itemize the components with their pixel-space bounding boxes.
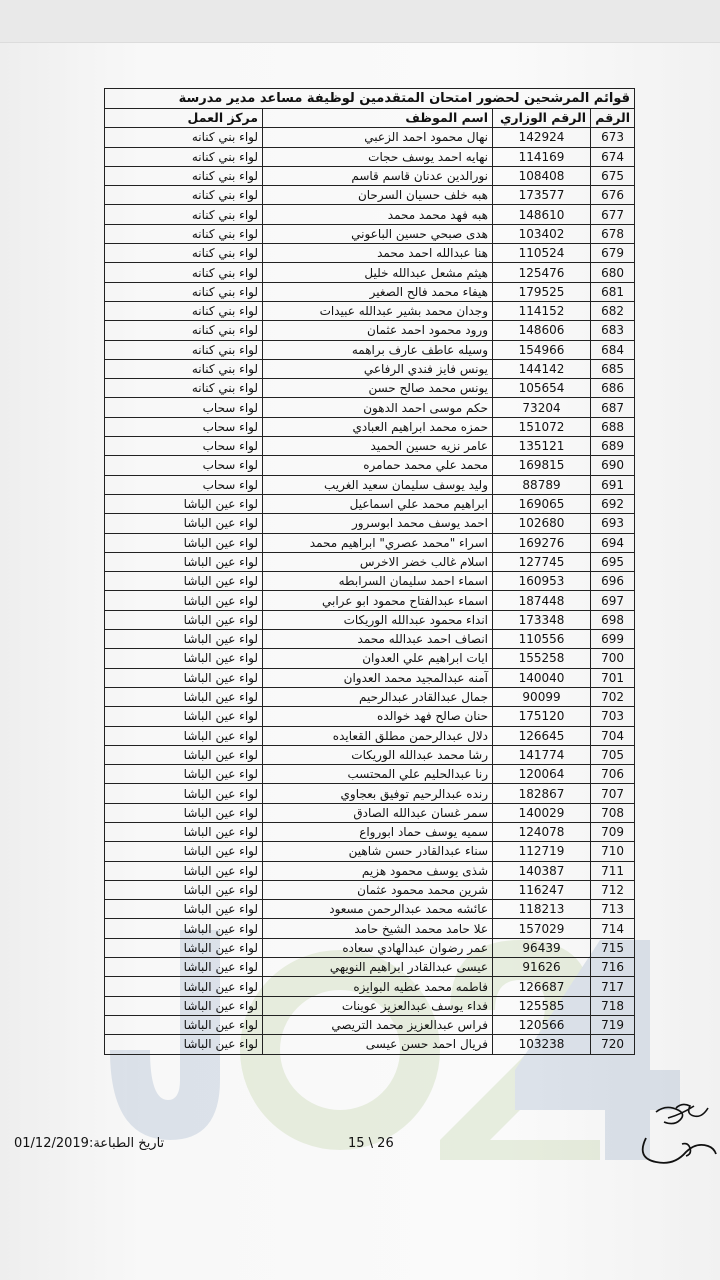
table-row	[105, 745, 635, 764]
employee-name: اسلام غالب خضر الاخرس	[263, 552, 493, 571]
employee-name: اسماء عبدالفتاح محمود ابو عرابي	[263, 591, 493, 610]
employee-name: هنا عبدالله احمد محمد	[263, 244, 493, 263]
work-center: لواء بني كنانه	[105, 263, 263, 282]
national-id: 91626	[493, 958, 591, 977]
table-row	[105, 958, 635, 977]
national-id: 103238	[493, 1035, 591, 1054]
row-number: 678	[591, 224, 635, 243]
row-number: 712	[591, 880, 635, 899]
row-number: 709	[591, 822, 635, 841]
work-center: لواء عين الباشا	[105, 687, 263, 706]
table-row	[105, 591, 635, 610]
national-id: 151072	[493, 417, 591, 436]
national-id: 108408	[493, 166, 591, 185]
national-id: 124078	[493, 822, 591, 841]
national-id: 112719	[493, 842, 591, 861]
table-row	[105, 224, 635, 243]
table-row	[105, 398, 635, 417]
employee-name: شرين محمد محمود عثمان	[263, 880, 493, 899]
national-id: 155258	[493, 649, 591, 668]
employee-name: فريال احمد حسن عيسى	[263, 1035, 493, 1054]
table-row	[105, 359, 635, 378]
work-center: لواء عين الباشا	[105, 900, 263, 919]
work-center: لواء بني كنانه	[105, 224, 263, 243]
candidates-table	[104, 88, 635, 1055]
employee-name: سناء عبدالقادر حسن شاهين	[263, 842, 493, 861]
handwritten-signature	[628, 1098, 720, 1170]
national-id: 140029	[493, 803, 591, 822]
row-number: 710	[591, 842, 635, 861]
row-number: 683	[591, 321, 635, 340]
table-row	[105, 437, 635, 456]
table-row	[105, 186, 635, 205]
work-center: لواء بني كنانه	[105, 321, 263, 340]
table-row	[105, 803, 635, 822]
work-center: لواء عين الباشا	[105, 765, 263, 784]
row-number: 697	[591, 591, 635, 610]
row-number: 673	[591, 128, 635, 147]
national-id: 160953	[493, 572, 591, 591]
work-center: لواء عين الباشا	[105, 552, 263, 571]
work-center: لواء سحاب	[105, 475, 263, 494]
row-number: 677	[591, 205, 635, 224]
employee-name: انصاف احمد عبدالله محمد	[263, 630, 493, 649]
table-row	[105, 1035, 635, 1054]
employee-name: اسماء احمد سليمان السرابطه	[263, 572, 493, 591]
work-center: لواء عين الباشا	[105, 938, 263, 957]
work-center: لواء عين الباشا	[105, 996, 263, 1015]
work-center: لواء عين الباشا	[105, 822, 263, 841]
national-id: 120566	[493, 1015, 591, 1034]
employee-name: عيسى عبدالقادر ابراهيم النويهي	[263, 958, 493, 977]
employee-name: حنان صالح فهد خوالده	[263, 707, 493, 726]
national-id: 169065	[493, 494, 591, 513]
table-row	[105, 630, 635, 649]
national-id: 142924	[493, 128, 591, 147]
employee-name: عمر رضوان عبدالهادي سعاده	[263, 938, 493, 957]
row-number: 701	[591, 668, 635, 687]
work-center: لواء سحاب	[105, 456, 263, 475]
national-id: 157029	[493, 919, 591, 938]
table-row	[105, 166, 635, 185]
employee-name: نورالدين عدنان قاسم قاسم	[263, 166, 493, 185]
national-id: 126687	[493, 977, 591, 996]
national-id: 169815	[493, 456, 591, 475]
employee-name: وجدان محمد بشير عبدالله عبيدات	[263, 301, 493, 320]
row-number: 682	[591, 301, 635, 320]
table-row	[105, 417, 635, 436]
work-center: لواء عين الباشا	[105, 494, 263, 513]
table-body	[105, 128, 635, 1054]
employee-name: آمنه عبدالمجيد محمد العدوان	[263, 668, 493, 687]
row-number: 716	[591, 958, 635, 977]
national-id: 141774	[493, 745, 591, 764]
employee-name: شذى يوسف محمود هزيم	[263, 861, 493, 880]
work-center: لواء عين الباشا	[105, 919, 263, 938]
employee-name: نهايه احمد يوسف حجات	[263, 147, 493, 166]
table-row	[105, 494, 635, 513]
work-center: لواء عين الباشا	[105, 861, 263, 880]
table-row	[105, 649, 635, 668]
work-center: لواء عين الباشا	[105, 649, 263, 668]
national-id: 135121	[493, 437, 591, 456]
national-id: 169276	[493, 533, 591, 552]
work-center: لواء عين الباشا	[105, 572, 263, 591]
col-header-employee-name: اسم الموظف	[263, 109, 493, 128]
row-number: 704	[591, 726, 635, 745]
col-header-number: الرقم	[591, 109, 635, 128]
row-number: 691	[591, 475, 635, 494]
national-id: 110556	[493, 630, 591, 649]
work-center: لواء بني كنانه	[105, 186, 263, 205]
national-id: 118213	[493, 900, 591, 919]
employee-name: نهال محمود احمد الزعبي	[263, 128, 493, 147]
table-row	[105, 572, 635, 591]
table-row	[105, 765, 635, 784]
row-number: 674	[591, 147, 635, 166]
work-center: لواء عين الباشا	[105, 707, 263, 726]
national-id: 90099	[493, 687, 591, 706]
national-id: 88789	[493, 475, 591, 494]
employee-name: يونس فايز فندي الرفاعي	[263, 359, 493, 378]
table-row	[105, 668, 635, 687]
employee-name: هيفاء محمد فالح الصغير	[263, 282, 493, 301]
table-row	[105, 1015, 635, 1034]
employee-name: دلال عبدالرحمن مطلق القعايده	[263, 726, 493, 745]
row-number: 705	[591, 745, 635, 764]
table-row	[105, 996, 635, 1015]
national-id: 175120	[493, 707, 591, 726]
row-number: 692	[591, 494, 635, 513]
employee-name: فداء يوسف عبدالعزيز عوينات	[263, 996, 493, 1015]
national-id: 182867	[493, 784, 591, 803]
row-number: 687	[591, 398, 635, 417]
employee-name: وليد يوسف سليمان سعيد الغريب	[263, 475, 493, 494]
table-row	[105, 128, 635, 147]
row-number: 700	[591, 649, 635, 668]
work-center: لواء عين الباشا	[105, 1035, 263, 1054]
table-row	[105, 726, 635, 745]
row-number: 707	[591, 784, 635, 803]
table-row	[105, 301, 635, 320]
row-number: 690	[591, 456, 635, 475]
work-center: لواء عين الباشا	[105, 977, 263, 996]
table-row	[105, 456, 635, 475]
national-id: 173577	[493, 186, 591, 205]
work-center: لواء عين الباشا	[105, 591, 263, 610]
employee-name: عامر نزيه حسين الحميد	[263, 437, 493, 456]
work-center: لواء عين الباشا	[105, 1015, 263, 1034]
table-row	[105, 514, 635, 533]
national-id: 116247	[493, 880, 591, 899]
national-id: 125476	[493, 263, 591, 282]
table-row	[105, 205, 635, 224]
employee-name: ايات ابراهيم علي العدوان	[263, 649, 493, 668]
work-center: لواء عين الباشا	[105, 630, 263, 649]
table-row	[105, 919, 635, 938]
work-center: لواء سحاب	[105, 437, 263, 456]
table-row	[105, 340, 635, 359]
row-number: 708	[591, 803, 635, 822]
row-number: 715	[591, 938, 635, 957]
table-row	[105, 977, 635, 996]
employee-name: اسراء "محمد عصري" ابراهيم محمد	[263, 533, 493, 552]
employee-name: علا حامد محمد الشيخ حامد	[263, 919, 493, 938]
table-row	[105, 900, 635, 919]
employee-name: حكم موسى احمد الدهون	[263, 398, 493, 417]
col-header-work-center: مركز العمل	[105, 109, 263, 128]
viewer-top-bar	[0, 0, 720, 43]
table-row	[105, 552, 635, 571]
work-center: لواء عين الباشا	[105, 514, 263, 533]
national-id: 173348	[493, 610, 591, 629]
work-center: لواء بني كنانه	[105, 128, 263, 147]
national-id: 114152	[493, 301, 591, 320]
work-center: لواء سحاب	[105, 398, 263, 417]
table-row	[105, 475, 635, 494]
row-number: 713	[591, 900, 635, 919]
page-number: 15 \ 26	[348, 1136, 394, 1151]
national-id: 179525	[493, 282, 591, 301]
table-row	[105, 321, 635, 340]
row-number: 679	[591, 244, 635, 263]
employee-name: حمزه محمد ابراهيم العبادي	[263, 417, 493, 436]
row-number: 685	[591, 359, 635, 378]
work-center: لواء بني كنانه	[105, 359, 263, 378]
national-id: 96439	[493, 938, 591, 957]
employee-name: عائشه محمد عبدالرحمن مسعود	[263, 900, 493, 919]
national-id: 126645	[493, 726, 591, 745]
employee-name: هيثم مشعل عبدالله خليل	[263, 263, 493, 282]
work-center: لواء بني كنانه	[105, 147, 263, 166]
work-center: لواء عين الباشا	[105, 880, 263, 899]
work-center: لواء بني كنانه	[105, 244, 263, 263]
employee-name: ابراهيم محمد علي اسماعيل	[263, 494, 493, 513]
document-title: قوائم المرشحين لحضور امتحان المتقدمين لوظيفة مساعد مدير مدرسة	[105, 89, 635, 109]
employee-name: ورود محمود احمد عثمان	[263, 321, 493, 340]
row-number: 689	[591, 437, 635, 456]
table-row	[105, 938, 635, 957]
row-number: 717	[591, 977, 635, 996]
row-number: 719	[591, 1015, 635, 1034]
employee-name: محمد علي محمد حمامره	[263, 456, 493, 475]
table-row	[105, 707, 635, 726]
table-row	[105, 263, 635, 282]
work-center: لواء بني كنانه	[105, 301, 263, 320]
employee-name: وسيله عاطف عارف براهمه	[263, 340, 493, 359]
national-id: 144142	[493, 359, 591, 378]
table-row	[105, 880, 635, 899]
row-number: 706	[591, 765, 635, 784]
employee-name: جمال عبدالقادر عبدالرحيم	[263, 687, 493, 706]
row-number: 718	[591, 996, 635, 1015]
work-center: لواء عين الباشا	[105, 784, 263, 803]
national-id: 125585	[493, 996, 591, 1015]
row-number: 694	[591, 533, 635, 552]
national-id: 148610	[493, 205, 591, 224]
work-center: لواء بني كنانه	[105, 166, 263, 185]
employee-name: فراس عبدالعزيز محمد التريصي	[263, 1015, 493, 1034]
table-row	[105, 784, 635, 803]
employee-name: انداء محمود عبدالله الوريكات	[263, 610, 493, 629]
employee-name: هدى صبحي حسين الباعوني	[263, 224, 493, 243]
row-number: 711	[591, 861, 635, 880]
national-id: 102680	[493, 514, 591, 533]
employee-name: يونس محمد صالح حسن	[263, 379, 493, 398]
table-row	[105, 147, 635, 166]
table-row	[105, 244, 635, 263]
work-center: لواء عين الباشا	[105, 610, 263, 629]
employee-name: احمد يوسف محمد ابوسرور	[263, 514, 493, 533]
work-center: لواء بني كنانه	[105, 340, 263, 359]
national-id: 154966	[493, 340, 591, 359]
work-center: لواء بني كنانه	[105, 379, 263, 398]
national-id: 73204	[493, 398, 591, 417]
national-id: 103402	[493, 224, 591, 243]
row-number: 681	[591, 282, 635, 301]
table-row	[105, 610, 635, 629]
national-id: 140040	[493, 668, 591, 687]
employee-name: سميه يوسف حماد ابورواع	[263, 822, 493, 841]
national-id: 187448	[493, 591, 591, 610]
row-number: 695	[591, 552, 635, 571]
row-number: 675	[591, 166, 635, 185]
national-id: 110524	[493, 244, 591, 263]
row-number: 684	[591, 340, 635, 359]
table-row	[105, 842, 635, 861]
col-header-national-id: الرقم الوزاري	[493, 109, 591, 128]
national-id: 105654	[493, 379, 591, 398]
row-number: 720	[591, 1035, 635, 1054]
print-date: تاريخ الطباعة:01/12/2019	[14, 1136, 165, 1151]
table-row	[105, 282, 635, 301]
table-row	[105, 379, 635, 398]
work-center: لواء عين الباشا	[105, 668, 263, 687]
row-number: 703	[591, 707, 635, 726]
work-center: لواء بني كنانه	[105, 282, 263, 301]
employee-name: فاطمه محمد عطيه البوايزه	[263, 977, 493, 996]
employee-name: سمر غسان عبدالله الصادق	[263, 803, 493, 822]
work-center: لواء عين الباشا	[105, 958, 263, 977]
table-row	[105, 822, 635, 841]
row-number: 714	[591, 919, 635, 938]
work-center: لواء سحاب	[105, 417, 263, 436]
employee-name: رنده عبدالرحيم توفيق بعجاوي	[263, 784, 493, 803]
row-number: 702	[591, 687, 635, 706]
row-number: 688	[591, 417, 635, 436]
work-center: لواء عين الباشا	[105, 745, 263, 764]
work-center: لواء عين الباشا	[105, 533, 263, 552]
employee-name: هبه خلف حسيان السرحان	[263, 186, 493, 205]
row-number: 693	[591, 514, 635, 533]
row-number: 696	[591, 572, 635, 591]
row-number: 680	[591, 263, 635, 282]
employee-name: رنا عبدالحليم علي المحتسب	[263, 765, 493, 784]
work-center: لواء عين الباشا	[105, 726, 263, 745]
national-id: 114169	[493, 147, 591, 166]
table-row	[105, 533, 635, 552]
row-number: 699	[591, 630, 635, 649]
employee-name: رشا محمد عبدالله الوريكات	[263, 745, 493, 764]
row-number: 698	[591, 610, 635, 629]
national-id: 148606	[493, 321, 591, 340]
work-center: لواء بني كنانه	[105, 205, 263, 224]
table-row	[105, 861, 635, 880]
work-center: لواء عين الباشا	[105, 842, 263, 861]
work-center: لواء عين الباشا	[105, 803, 263, 822]
employee-name: هبه فهد محمد محمد	[263, 205, 493, 224]
national-id: 127745	[493, 552, 591, 571]
table-row	[105, 687, 635, 706]
national-id: 140387	[493, 861, 591, 880]
row-number: 686	[591, 379, 635, 398]
row-number: 676	[591, 186, 635, 205]
national-id: 120064	[493, 765, 591, 784]
